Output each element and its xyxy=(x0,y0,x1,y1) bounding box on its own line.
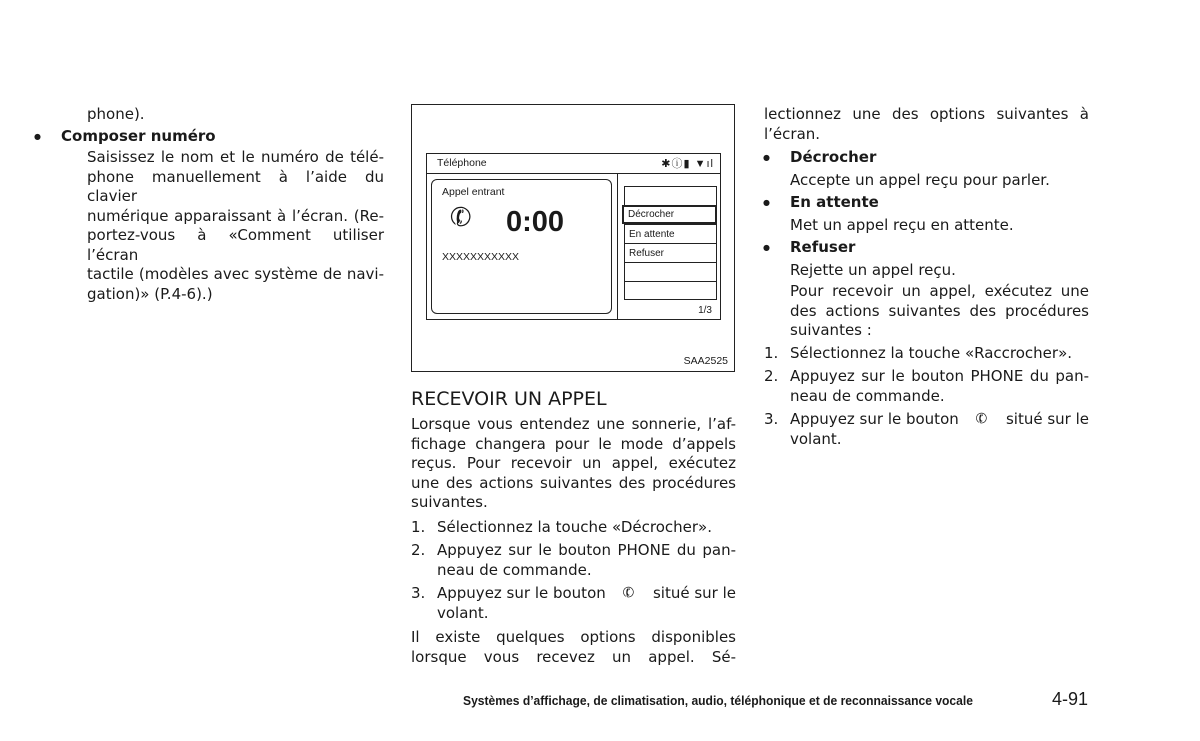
text-line: Appuyez sur le bouton PHONE du pan- xyxy=(437,541,736,559)
step-text-block xyxy=(790,367,1089,406)
bullet-composer-numero: ● Composer numéro xyxy=(61,127,384,147)
step-number: 1. xyxy=(764,343,779,362)
divider xyxy=(427,173,720,174)
call-timer: 0:00 xyxy=(506,206,565,238)
step-number: 2. xyxy=(411,541,426,559)
text-line xyxy=(437,584,736,604)
status-icons: ✱ⓘ▮ ▼ıl xyxy=(661,158,714,170)
text-line: lectionnez une des options suivantes à xyxy=(764,105,1089,123)
text-line: Pour recevoir un appel, exécutez une xyxy=(790,282,1089,300)
section-heading: RECEVOIR UN APPEL xyxy=(411,388,607,410)
text-line: une des actions suivantes des procédures xyxy=(411,473,736,492)
step-item xyxy=(411,518,736,538)
text-line: lorsque vous recevez un appel. Sé- xyxy=(411,647,736,666)
text-line: tactile (modèles avec système de navi- xyxy=(87,265,384,283)
page-indicator: 1/3 xyxy=(698,305,712,316)
step-item xyxy=(411,541,736,580)
bullet-description xyxy=(61,148,384,304)
step-text: situé sur le xyxy=(652,584,736,602)
text-line: neau de commande. xyxy=(790,386,945,405)
step-number: 2. xyxy=(764,367,779,385)
text-line: volant. xyxy=(790,429,842,448)
text-line: neau de commande. xyxy=(437,560,592,579)
step-item xyxy=(764,367,1089,406)
step-text: situé sur le xyxy=(1005,410,1089,428)
text-line: suivantes : xyxy=(790,321,872,339)
caller-number: XXXXXXXXXXX xyxy=(442,251,520,263)
text-line xyxy=(790,410,1089,430)
page-number: 4-91 xyxy=(1052,689,1089,709)
continued-text: phone). xyxy=(87,105,145,123)
steering-phone-icon: ✆ xyxy=(973,409,991,429)
step-text-block xyxy=(437,541,736,580)
option-desc: Accepte un appel reçu pour parler. xyxy=(790,170,1050,189)
option-desc: Rejette un appel reçu. xyxy=(790,260,956,279)
column-left xyxy=(61,105,384,304)
step-number: 3. xyxy=(764,410,779,428)
divider xyxy=(617,173,618,319)
phone-handset-icon: ✆ xyxy=(446,199,476,235)
text-line: reçus. Pour recevoir un appel, exécutez xyxy=(411,454,736,472)
option-title-decrocher: ● Décrocher xyxy=(790,148,1089,168)
menu-item-empty[interactable] xyxy=(624,186,717,205)
text-line: suivantes. xyxy=(411,493,488,511)
step-text: Sélectionnez la touche «Décrocher». xyxy=(437,517,712,536)
text-line: Lorsque vous entendez une sonnerie, l’af- xyxy=(411,415,736,433)
step-item xyxy=(764,344,1089,364)
step-item xyxy=(411,584,736,623)
menu-item-en-attente[interactable]: En attente xyxy=(624,224,717,243)
step-text: Sélectionnez la touche «Raccrocher». xyxy=(790,343,1073,362)
step-number: 3. xyxy=(411,584,426,602)
phone-screen xyxy=(426,153,721,320)
text-line: Appuyez sur le bouton PHONE du pan- xyxy=(790,367,1089,385)
step-number: 1. xyxy=(411,517,426,536)
call-options-menu xyxy=(624,186,717,300)
figure-incoming-call-screen xyxy=(411,104,735,372)
menu-item-refuser[interactable]: Refuser xyxy=(624,243,717,262)
step-text-block xyxy=(790,410,1089,449)
step-text-block xyxy=(437,584,736,623)
page-footer-title: Systèmes d’affichage, de climatisation, audio, téléphonique et de reconnaissance vocale xyxy=(463,693,973,708)
menu-item-empty[interactable] xyxy=(624,262,717,281)
menu-item-empty[interactable] xyxy=(624,281,717,300)
incoming-call-panel xyxy=(431,179,612,314)
screen-title: Téléphone xyxy=(437,157,487,169)
menu-item-decrocher[interactable]: Décrocher xyxy=(622,205,717,224)
option-title-refuser: ● Refuser xyxy=(790,238,1089,258)
step-item xyxy=(764,410,1089,449)
step-text: Appuyez sur le bouton xyxy=(437,584,606,602)
text-line: fichage changera pour le mode d’appels xyxy=(411,434,736,453)
refuse-paragraph xyxy=(790,282,1089,341)
text-line: Saisissez le nom et le numéro de télé- xyxy=(87,148,384,166)
text-line: numérique apparaissant à l’écran. (Re- xyxy=(87,206,384,225)
text-line: l’écran. xyxy=(764,124,821,143)
text-line: des actions suivantes des procédures xyxy=(790,301,1089,320)
step-text: Appuyez sur le bouton xyxy=(790,410,959,428)
option-title-en-attente: ● En attente xyxy=(790,193,1089,213)
text-line: phone manuellement à l’aide du clavier xyxy=(87,167,384,205)
text-line: Il existe quelques options disponibles xyxy=(411,628,736,646)
figure-code: SAA2525 xyxy=(683,355,728,367)
option-list xyxy=(764,148,1089,341)
call-label: Appel entrant xyxy=(442,186,505,198)
column-middle xyxy=(411,415,736,667)
option-desc: Met un appel reçu en attente. xyxy=(790,215,1014,234)
text-line: gation)» (P.4-6).) xyxy=(87,284,213,303)
text-line: volant. xyxy=(437,603,489,622)
column-right xyxy=(764,105,1089,449)
steering-phone-icon: ✆ xyxy=(620,583,638,603)
text-line: portez-vous à «Comment utiliser l’écran xyxy=(87,226,384,264)
